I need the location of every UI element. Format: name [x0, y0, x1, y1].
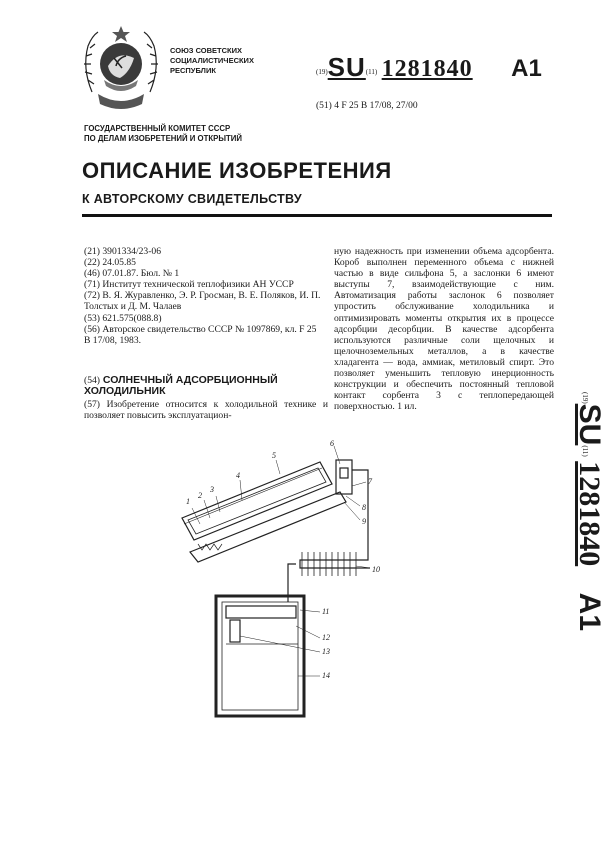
biblio-entry: (72) В. Я. Журавленко, Э. Р. Гросман, В. Е. Поляков, И. П. Толстых и Д. М. Чалаев: [84, 290, 321, 313]
country-code: SU: [327, 52, 366, 82]
figure-label: 4: [236, 471, 240, 480]
side-patent-number: 1281840: [573, 461, 606, 567]
divider: [82, 214, 552, 217]
document-title: ОПИСАНИЕ ИЗОБРЕТЕНИЯ: [82, 158, 392, 183]
bibliographic-data: [84, 246, 324, 346]
biblio-entry: (46) 07.01.87. Бюл. № 1: [84, 268, 180, 280]
figure-label: 5: [272, 451, 276, 460]
committee-line: ПО ДЕЛАМ ИЗОБРЕТЕНИЙ И ОТКРЫТИЙ: [84, 134, 242, 143]
union-name: [170, 46, 300, 76]
side-publication-number: [546, 392, 606, 682]
document-subtitle: К АВТОРСКОМУ СВИДЕТЕЛЬСТВУ: [82, 192, 302, 206]
committee: [84, 124, 242, 144]
union-name-line: РЕСПУБЛИК: [170, 66, 216, 75]
side-kind-code: A1: [573, 592, 606, 632]
condenser-fins: [302, 552, 356, 576]
ipc-classification: (51) 4 F 25 B 17/08, 27/00: [316, 101, 418, 111]
publication-number: [316, 52, 542, 88]
figure-label: 11: [322, 607, 330, 616]
union-name-line: СОЮЗ СОВЕТСКИХ: [170, 46, 243, 55]
adsorbent-layer: [188, 468, 326, 534]
shutter: [340, 468, 348, 478]
ussr-emblem-icon: [78, 22, 164, 114]
union-name-line: СОЦИАЛИСТИЧЕСКИХ: [170, 56, 254, 65]
figure-label: 7: [368, 477, 372, 486]
side-country-code: SU: [573, 403, 606, 446]
side-code-19: (19): [581, 392, 589, 404]
pipe: [300, 470, 370, 568]
technical-drawing: [170, 440, 400, 730]
figure-label: 6: [330, 440, 334, 448]
code-19: (19): [316, 68, 328, 76]
invention-title-code: (54): [84, 375, 100, 386]
figure-label: 12: [322, 633, 330, 642]
abstract-right: ную надежность при изменении объема адсорбента. Короб выполнен переменного объема с нижней частью в виде сильфона 5, а заслонки 6 имеют выступы 7, взаимодействующие с ним. Автоматизация работы заслонок 6 позволяет упростить обслуживание холодильника и оптимизировать моменты открытия их в процессе адсорбции десорбции. В качестве адсорбента используются различные соли щелочных и щелочноземельных металлов, а в качестве хладагента — вода, аммиак, метиловый спирт. Это позволяет уменьшить тепловую инерционность конструкции и обеспечить постоянный тепловой контакт сорбента 3 с теплопередающей поверхностью. 1 ил.: [334, 246, 554, 413]
invention-title-text: СОЛНЕЧНЫЙ АДСОРБЦИОННЫЙ ХОЛОДИЛЬНИК: [84, 374, 278, 397]
committee-line: ГОСУДАРСТВЕННЫЙ КОМИТЕТ СССР: [84, 124, 231, 133]
figure-label: 1: [186, 497, 190, 506]
biblio-entry: (53) 621.575(088.8): [84, 312, 162, 324]
biblio-entry: (56) Авторское свидетельство СССР № 1097869, кл. F 25 В 17/08, 1983.: [84, 323, 317, 346]
figure-label: 2: [198, 491, 202, 500]
figure-label: 14: [322, 671, 330, 680]
side-code-11: (11): [581, 445, 589, 457]
biblio-entry: (21) 3901334/23-06: [84, 246, 162, 257]
shutter-box: [336, 460, 352, 494]
biblio-entry: (22) 24.05.85: [84, 257, 136, 269]
figure-label: 9: [362, 517, 366, 526]
biblio-entry: (71) Институт технической теплофизики АН УССР: [84, 279, 294, 291]
evaporator: [226, 606, 296, 618]
abstract-left: (57) Изобретение относится к холодильной технике и позволяет повысить эксплуатацион-: [84, 399, 328, 422]
figure-label: 13: [322, 647, 330, 656]
invention-title: [84, 375, 329, 397]
figure-label: 8: [362, 503, 366, 512]
code-11: (11): [365, 68, 378, 76]
leader-lines: [192, 446, 370, 676]
kind-code: A1: [511, 55, 542, 82]
figure-label: 10: [372, 565, 380, 574]
ice-maker: [230, 620, 240, 642]
figure-label: 3: [210, 485, 214, 494]
patent-number: 1281840: [381, 56, 473, 82]
cabinet: [216, 596, 304, 716]
